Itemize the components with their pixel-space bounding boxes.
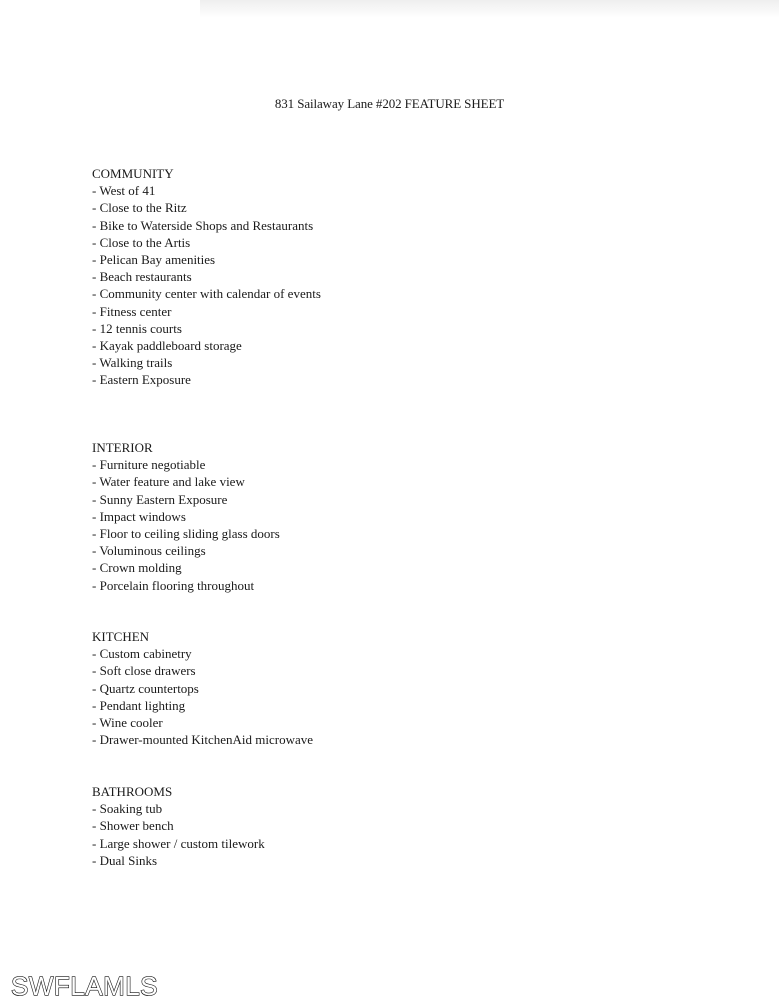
kitchen-section <box>92 628 313 748</box>
feature-list-item: - Dual Sinks <box>92 852 265 869</box>
interior-section <box>92 439 280 594</box>
feature-list-item: - Community center with calendar of events <box>92 285 321 302</box>
feature-list-item: - Bike to Waterside Shops and Restaurants <box>92 217 321 234</box>
feature-list-item: - Voluminous ceilings <box>92 542 280 559</box>
section-heading: BATHROOMS <box>92 784 173 799</box>
feature-list-item: - Quartz countertops <box>92 680 313 697</box>
feature-list-item: - Water feature and lake view <box>92 473 280 490</box>
feature-list-item: - Close to the Ritz <box>92 199 321 216</box>
section-heading: COMMUNITY <box>92 166 174 181</box>
feature-list-item: - Crown molding <box>92 559 280 576</box>
feature-list-item: - Furniture negotiable <box>92 456 280 473</box>
feature-list <box>92 456 280 594</box>
feature-list-item: - West of 41 <box>92 182 321 199</box>
page-title: 831 Sailaway Lane #202 FEATURE SHEET <box>274 96 505 111</box>
feature-list-item: - Drawer-mounted KitchenAid microwave <box>92 731 313 748</box>
feature-list-item: - Floor to ceiling sliding glass doors <box>92 525 280 542</box>
section-heading: KITCHEN <box>92 629 150 644</box>
feature-list-item: - Custom cabinetry <box>92 645 313 662</box>
feature-list-item: - Porcelain flooring throughout <box>92 577 280 594</box>
feature-list-item: - Beach restaurants <box>92 268 321 285</box>
feature-list-item: - Large shower / custom tilework <box>92 835 265 852</box>
feature-list-item: - 12 tennis courts <box>92 320 321 337</box>
feature-list <box>92 800 265 869</box>
scan-edge-shadow <box>200 0 779 18</box>
feature-list-item: - Sunny Eastern Exposure <box>92 491 280 508</box>
feature-list-item: - Wine cooler <box>92 714 313 731</box>
feature-list-item: - Soft close drawers <box>92 662 313 679</box>
feature-list-item: - Eastern Exposure <box>92 371 321 388</box>
feature-list <box>92 182 321 388</box>
feature-list-item: - Fitness center <box>92 303 321 320</box>
feature-list-item: - Impact windows <box>92 508 280 525</box>
mls-watermark: SWFLAMLS <box>11 971 159 1001</box>
feature-list-item: - Pendant lighting <box>92 697 313 714</box>
community-section <box>92 165 321 389</box>
feature-list-item: - Soaking tub <box>92 800 265 817</box>
feature-list <box>92 645 313 748</box>
feature-list-item: - Walking trails <box>92 354 321 371</box>
feature-list-item: - Close to the Artis <box>92 234 321 251</box>
section-heading: INTERIOR <box>92 440 153 455</box>
feature-list-item: - Shower bench <box>92 817 265 834</box>
bathrooms-section <box>92 783 265 869</box>
feature-list-item: - Kayak paddleboard storage <box>92 337 321 354</box>
feature-list-item: - Pelican Bay amenities <box>92 251 321 268</box>
